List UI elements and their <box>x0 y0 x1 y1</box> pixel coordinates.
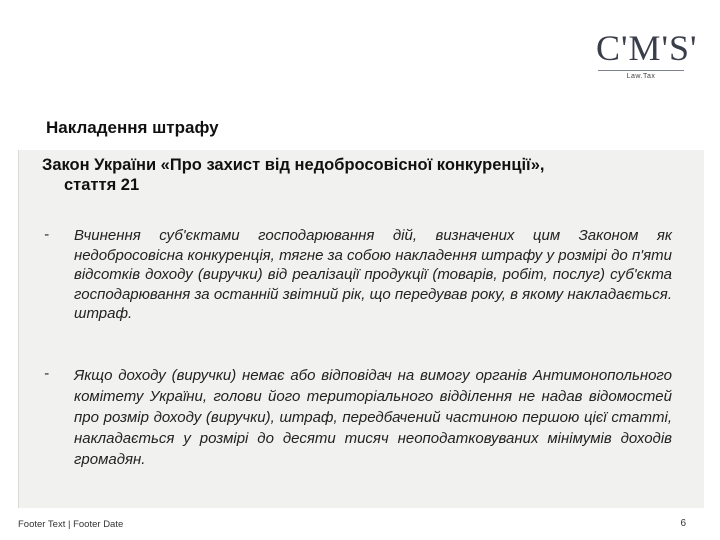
list-item-text: Вчинення суб'єктами господарювання дій, визначених цим Законом як недобросовісна конкуренція, тягне за собою накладення штрафу у розмірі до п'яти відсотків доходу (виручки) від реалізації продукції (товарів, робіт, послуг) суб'єкта господарювання за останній звітний рік, що передував року, в якому накладається. штраф. <box>74 227 672 322</box>
slide-heading: Накладення штрафу <box>46 118 219 137</box>
law-citation-line-2: стаття 21 <box>64 176 140 194</box>
footer-text: Footer Text | Footer Date <box>18 519 124 530</box>
page-number: 6 <box>680 518 686 529</box>
list-item <box>44 365 672 470</box>
list-item-text: Якщо доходу (виручки) немає або відповідач на вимогу органів Антимонопольного комітету України, голови його територіального відділення не надав відомостей про розмір доходу (виручки), штраф, передбачений частиною першою цієї статті, накладається у розмірі до десяти тисяч неоподатковуваних мінімумів доходів громадян. <box>74 367 672 468</box>
cms-logo <box>596 28 698 80</box>
law-citation <box>42 155 682 195</box>
list-item <box>44 226 672 324</box>
logo-mark: C'M'S' <box>596 28 698 68</box>
logo-tagline: Law.Tax <box>626 73 656 80</box>
list-bullet: - <box>44 365 49 382</box>
law-citation-line-1: Закон України «Про захист від недобросовісної конкуренції», <box>42 156 545 174</box>
list-bullet: - <box>44 226 49 243</box>
logo-divider <box>598 70 684 71</box>
